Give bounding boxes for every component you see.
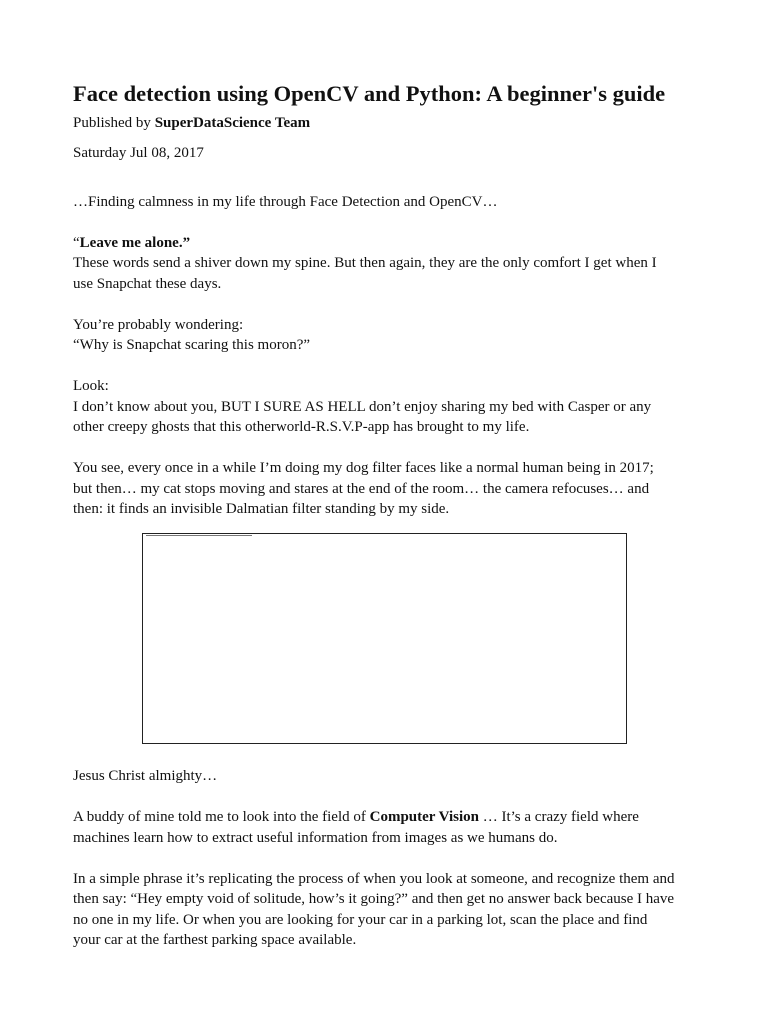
quote-open: “ <box>73 234 80 251</box>
paragraph-line: then: it finds an invisible Dalmatian filter standing by my side. <box>73 501 450 517</box>
paragraph-line: then say: “Hey empty void of solitude, how’s it going?” and then get no answer back because I have <box>73 891 675 907</box>
article-continued <box>73 766 703 951</box>
publish-date: Saturday Jul 08, 2017 <box>73 145 204 161</box>
paragraph-buddy <box>73 807 703 848</box>
article <box>73 78 703 948</box>
paragraph-line: I don’t know about you, BUT I SURE AS HELL don’t enjoy sharing my bed with Casper or any <box>73 398 652 415</box>
paragraph-line: other creepy ghosts that this otherworld-R.S.V.P-app has brought to my life. <box>73 419 530 435</box>
paragraph-line: machines learn how to extract useful information from images as we humans do. <box>73 829 558 846</box>
tagline: …Finding calmness in my life through Face Detection and OpenCV… <box>73 194 498 210</box>
paragraph-line: Look: <box>73 378 109 394</box>
paragraph-line: You see, every once in a while I’m doing my dog filter faces like a normal human being in 2017; <box>73 460 654 476</box>
paragraph-line: You’re probably wondering: <box>73 316 244 333</box>
paragraph-line-suffix: … It’s a crazy field where <box>478 809 639 825</box>
paragraph-line: but then… my cat stops moving and stares at the end of the room… the camera refocuses… and <box>73 480 650 497</box>
author-name: SuperDataScience Team <box>154 115 311 131</box>
paragraph-line-prefix: A buddy of mine told me to look into the field of <box>73 809 370 825</box>
paragraph-line: use Snapchat these days. <box>73 275 222 292</box>
paragraph-line: These words send a shiver down my spine. But then again, they are the only comfort I get when I <box>73 255 657 271</box>
paragraph-you-see <box>73 458 703 520</box>
paragraph-jesus: Jesus Christ almighty… <box>73 768 218 784</box>
quote-heading <box>73 233 703 254</box>
paragraph-simple-phrase <box>73 869 703 951</box>
byline <box>73 112 703 134</box>
byline-prefix: Published by <box>73 115 155 131</box>
paragraph-wondering <box>73 315 703 356</box>
quote-text: Leave me alone.” <box>79 234 191 251</box>
paragraph-line: In a simple phrase it’s replicating the process of when you look at someone, and recognize them and <box>73 870 675 887</box>
page-title: Face detection using OpenCV and Python: A beginner's guide <box>73 81 666 106</box>
paragraph-line: your car at the farthest parking space available. <box>73 932 357 948</box>
image-placeholder <box>142 533 627 744</box>
paragraph-line: “Why is Snapchat scaring this moron?” <box>73 337 311 353</box>
paragraph-look <box>73 376 703 438</box>
computer-vision-term: Computer Vision <box>369 809 479 825</box>
paragraph-words <box>73 253 703 294</box>
image-caption-line <box>146 535 252 536</box>
paragraph-line: no one in my life. Or when you are looking for your car in a parking lot, scan the place and find <box>73 911 648 928</box>
